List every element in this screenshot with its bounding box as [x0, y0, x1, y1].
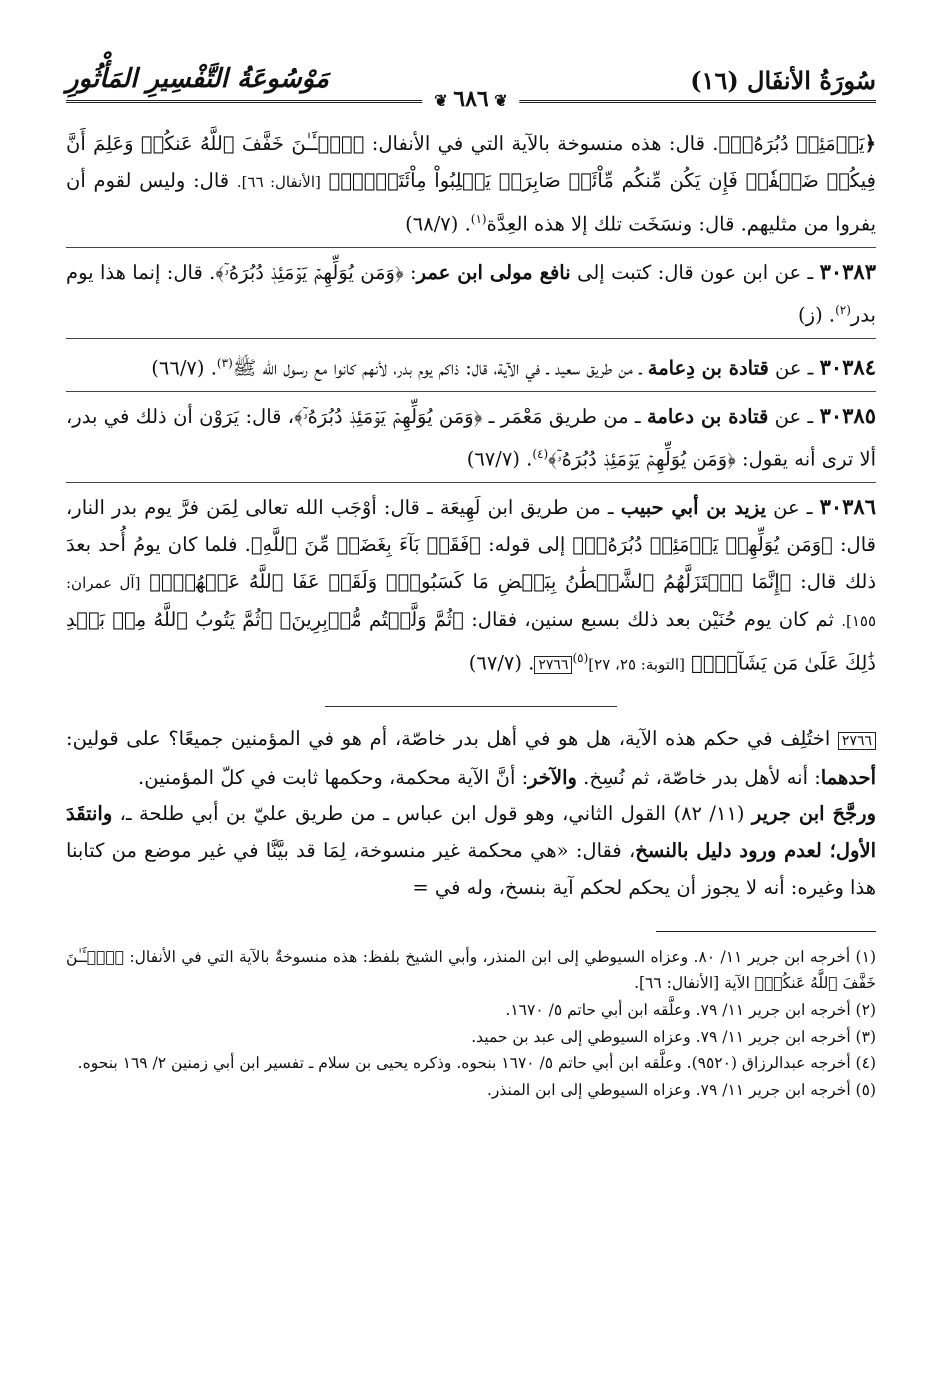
section-divider	[325, 706, 617, 707]
entry-text: ـ من طريق سعيد ـ في الآية، قال: ذاكم يوم بدر، لأنهم كانوا مع رسول الله ﷺ	[232, 356, 648, 380]
entry-number: ٣٠٣٨٤	[819, 354, 876, 380]
entry-text: ـ من طريق ابن لَهِيعَة ـ قال: أوْجَب الله تعالى لِمَن فرَّ يوم بدر النار، قال: ﴿وَمَن يُوَلِّهِمۡ يَوۡمَئِذٖ دُبُرَهُۥٓ﴾ إلى قوله: ﴿فَقَدۡ بَآءَ بِغَضَبٖ مِّنَ ٱللَّهِ﴾. فلما كان يومُ أُحد بعدَ ذلك قال: ﴿إِنَّمَا ٱسۡتَزَلَّهُمُ ٱلشَّيۡطَٰنُ بِبَعۡضِ مَا كَسَبُواْۖ وَلَقَدۡ عَفَا ٱللَّهُ عَنۡهُمۡۗ﴾	[66, 496, 877, 593]
commentary-emphasis: وانتقَدَ الأول؛ لعدم ورود دليل بالنسخ	[66, 802, 876, 863]
verse-reference: [الأنفال: ٦٦].	[236, 172, 321, 191]
book-title: مَوْسُوعَةُ التَّفْسِيرِ المَأْثُورِ	[66, 64, 329, 94]
commentary-box-number: ٢٧٦٦	[838, 732, 876, 750]
entry-continuation	[66, 126, 876, 243]
entry-text: ثم كان يوم حُنَيْن بعد ذلك بسبع سنين، فقال: ﴿ثُمَّ وَلَّيۡتُم مُّدۡبِرِينَ﴾ ﴿ثُمَّ يَتُوبُ ٱللَّهُ مِنۢ بَعۡدِ ذَٰلِكَ عَلَىٰ مَن يَشَآءُۗ﴾	[66, 607, 876, 675]
footnote-ref[interactable]: (٣)	[216, 355, 233, 370]
footnote-ref[interactable]: (٥)	[572, 650, 589, 665]
footnotes	[66, 944, 876, 1104]
page-number-text: ٦٨٦	[453, 86, 489, 112]
commentary-label: ورجَّحَ ابن جرير	[751, 802, 876, 826]
commentary-ref-box[interactable]: ٢٧٦٦	[534, 656, 572, 674]
footnote-ref[interactable]: (٢)	[835, 302, 851, 317]
entry-30383	[66, 247, 876, 334]
volume-ref: . (٦٧/٧)	[468, 651, 535, 675]
entry-text: ـ عن	[768, 405, 820, 429]
quran-text: ﴿	[864, 132, 876, 155]
entry-text: ـ من طريق مَعْمَر ـ ﴿وَمَن يُوَلِّهِمۡ يَوۡمَئِذٖ دُبُرَهُۥٓ﴾، قال: يَرَوْن أن ذلك في بدر، ألا ترى أنه يقول: ﴿وَمَن يُوَلِّهِمۡ يَوۡمَئِذٖ دُبُرَهُۥٓ﴾	[66, 405, 876, 471]
entry-number: ٣٠٣٨٣	[819, 258, 876, 284]
footnote: (٢) أخرجه ابن جرير ١١/ ٧٩. وعلَّقه ابن أبي حاتم ٥/ ١٦٧٠.	[505, 1001, 876, 1020]
commentary-label: أحدهما	[820, 765, 876, 789]
verse-reference: [التوبة: ٢٥، ٢٧]	[588, 655, 685, 674]
commentary-text: اختُلِف في حكم هذه الآية، هل هو في أهل بدر خاصّة، أم هو في المؤمنين جميعًا؟ على قولين:	[66, 726, 838, 750]
narrator-name: قتادة بن دعامة	[646, 405, 769, 429]
volume-ref: . (٦٦/٧)	[151, 356, 217, 380]
commentary-text: ، فقال: «هي محكمة غير منسوخة، لِمَا قد بيَّنَّا في غير موضع من كتابنا هذا وغيره: أنه لا يجوز أن يحكم لحكم آية بنسخ، وله في =	[66, 839, 876, 900]
entry-text: ـ عن	[766, 496, 820, 520]
footnote: (٤) أخرجه عبدالرزاق (٩٥٢٠). وعلَّقه ابن أبي حاتم ٥/ ١٦٧٠ بنحوه. وذكره يحيى بن سلام ـ تفسير ابن أبي زمنين ٢/ ١٦٩ بنحوه.	[77, 1054, 876, 1073]
ornament-icon: ❦	[488, 91, 508, 110]
entry-text: قال: وليس لقوم أن يفروا من مثليهم. قال: ونسَخَت تلك إلا هذه العِدَّة	[66, 168, 876, 236]
footnotes-rule	[656, 931, 876, 932]
commentary-tarjih	[66, 796, 876, 906]
entry-number: ٣٠٣٨٦	[819, 494, 876, 520]
narrator-name: قتادة بن دِعامة	[647, 356, 769, 380]
footnote: (١) أخرجه ابن جرير ١١/ ٨٠. وعزاه السيوطي إلى ابن المنذر، وأبي الشيخ بلفظ: هذه منسوخةٌ بالآية التي في الأنفال: ﴿ٱلۡـَٔـٰنَ خَفَّفَ ٱللَّهُ عَنكُمۡ﴾ الآية [الأنفال: ٦٦].	[66, 947, 876, 993]
commentary	[66, 721, 876, 797]
commentary-text: : أنَّ الآية محكمة، وحكمها ثابت في كلّ المؤمنين.	[138, 765, 529, 789]
page-number	[422, 86, 519, 112]
entry-30384	[66, 338, 876, 387]
entry-number: ٣٠٣٨٥	[819, 403, 876, 429]
entry-text: يَوۡمَئِذٖ دُبُرَهُۥٓ﴾. قال: هذه منسوخة بالآية التي في الأنفال: ﴿ٱلۡـَٔـٰنَ خَفَّفَ ٱللَّهُ عَنكُمۡ وَعَلِمَ أَنَّ فِيكُمۡ ضَعۡفٗاۚ فَإِن يَكُن مِّنكُم مِّاْئَةٞ صَابِرَةٞ يَغۡلِبُواْ مِاْئَتَيۡنِۚ﴾	[66, 132, 876, 192]
volume-ref: . (٦٧/٧)	[466, 447, 533, 471]
volume-ref: . (ز)	[798, 303, 836, 327]
verse-reference: [آل عمران: ١٥٥].	[66, 573, 876, 630]
surah-title: سُورَةُ الأنفَال (١٦)	[690, 66, 876, 95]
volume-ref: . (٦٨/٧)	[405, 212, 471, 236]
ornament-icon: ❦	[434, 91, 454, 110]
entry-30386	[66, 482, 876, 683]
footnote: (٣) أخرجه ابن جرير ١١/ ٧٩. وعزاه السيوطي إلى عبد بن حميد.	[471, 1027, 876, 1046]
commentary-label: والآخر	[528, 765, 577, 789]
entry-text: : ﴿وَمَن يُوَلِّهِمۡ يَوۡمَئِذٖ دُبُرَهُۥٓ﴾. قال: إنما هذا يوم بدر	[66, 260, 876, 327]
narrator-name: يزيد بن أبي حبيب	[620, 496, 767, 520]
commentary-text: (١١/ ٨٢) القول الثاني، وهو قول ابن عباس ـ من طريق عليّ بن أبي طلحة ـ،	[112, 802, 752, 826]
footnote-ref[interactable]: (٤)	[532, 447, 549, 462]
narrator-name: نافع مولى ابن عمر	[416, 260, 571, 284]
commentary-text: : أنه لأهل بدر خاصّة، ثم نُسِخ.	[576, 765, 821, 789]
page-header	[66, 56, 876, 112]
footnote: (٥) أخرجه ابن جرير ١١/ ٧٩. وعزاه السيوطي إلى ابن المنذر.	[486, 1080, 876, 1099]
entry-text: ـ عن	[768, 356, 820, 380]
entry-30385	[66, 391, 876, 478]
entry-text: ـ عن ابن عون قال: كتبت إلى	[570, 260, 820, 284]
footnote-ref[interactable]: (١)	[470, 211, 487, 226]
